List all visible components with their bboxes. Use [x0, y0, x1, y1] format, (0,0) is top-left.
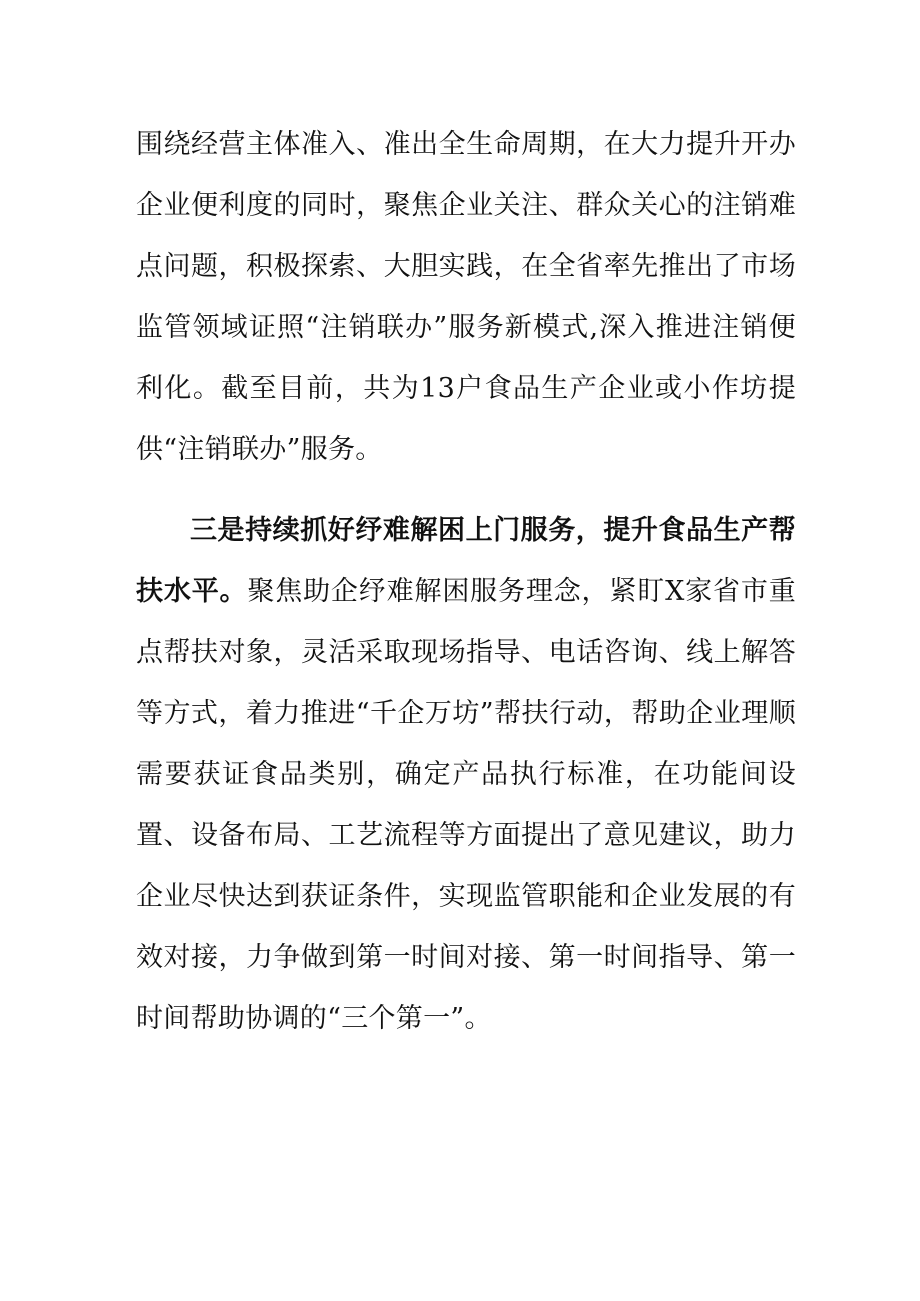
paragraph-assistance-service	[136, 500, 796, 1049]
paragraph-body-text: 聚焦助企纾难解困服务理念，紧盯X家省市重点帮扶对象，灵活采取现场指导、电话咨询、线上解答等方式，着力推进“千企万坊”帮扶行动，帮助企业理顺需要获证食品类别，确定产品执行标准，在功能间设置、设备布局、工艺流程等方面提出了意见建议，助力企业尽快达到获证条件，实现监管职能和企业发展的有效对接，力争做到第一时间对接、第一时间指导、第一时间帮助协调的“三个第一”。	[136, 576, 796, 1034]
paragraph-heading-bold: 三是持续抓好纾难解困上门服务，提升食品生产帮扶水平。	[136, 515, 796, 607]
paragraph-cancellation-service: 围绕经营主体准入、准出全生命周期，在大力提升开办企业便利度的同时，聚焦企业关注、群众关心的注销难点问题，积极探索、大胆实践，在全省率先推出了市场监管领域证照“注销联办”服务新模式,深入推进注销便利化。截至目前，共为13户食品生产企业或小作坊提供“注销联办”服务。	[136, 129, 796, 465]
